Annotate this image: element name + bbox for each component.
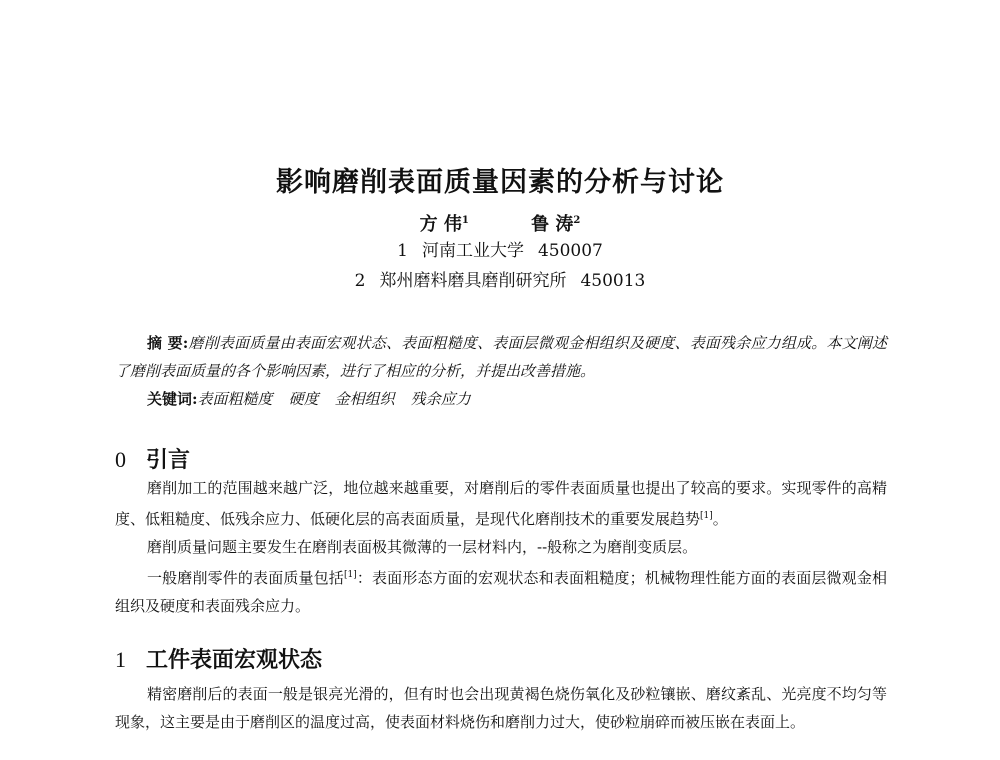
section-title: 工件表面宏观状态	[146, 648, 323, 673]
keyword: 硬度	[288, 390, 319, 408]
section-number: 1	[115, 647, 126, 672]
authors-line	[0, 208, 1000, 238]
keywords-label: 关键词:	[147, 390, 198, 408]
abstract-label: 摘 要:	[147, 334, 189, 352]
citation-ref: [1]	[700, 511, 713, 521]
affiliation-1	[0, 238, 1000, 264]
body-paragraph	[115, 533, 887, 561]
section-heading-0	[115, 445, 190, 476]
paragraph-text: 磨削加工的范围越来越广泛，地位越来越重要，对磨削后的零件表面质量也提出了较高的要求。实现零件的高精度、低粗糙度、低残余应力、低硬化层的高表面质量，是现代化磨削技术的重要发展趋势	[115, 479, 887, 528]
section-heading-1	[115, 645, 322, 676]
paragraph-tail: 。	[712, 510, 728, 528]
section-1-body	[115, 680, 887, 736]
keyword: 金相组织	[334, 390, 395, 408]
section-number: 0	[115, 447, 126, 472]
paragraph-text: 一般磨削零件的表面质量包括	[147, 569, 344, 587]
author-1	[420, 208, 469, 238]
affiliation-zip: 450007	[537, 241, 603, 261]
keyword: 表面粗糙度	[197, 390, 273, 408]
author-affiliation-mark: 2	[573, 215, 581, 226]
author-2	[531, 208, 580, 238]
section-title: 引言	[146, 448, 191, 473]
affiliation-number: 1	[397, 241, 408, 261]
affiliation-name: 河南工业大学	[421, 241, 524, 261]
keywords	[147, 385, 887, 413]
author-affiliation-mark: 1	[461, 215, 469, 226]
paragraph-tail: ：表面形态方面的宏观状态和表面粗糙度；机械物理性能方面的表面层微观金相组织及硬度和表面残余应力。	[115, 569, 887, 615]
affiliation-number: 2	[354, 271, 366, 291]
section-0-body	[115, 474, 887, 620]
paper-title: 影响磨削表面质量因素的分析与讨论	[276, 167, 724, 198]
body-paragraph	[115, 474, 887, 533]
body-paragraph	[115, 561, 887, 620]
paragraph-text: 磨削质量问题主要发生在磨削表面极其微薄的一层材料内，--般称之为磨削变质层。	[147, 538, 698, 556]
affiliation-name: 郑州磨料磨具磨削研究所	[379, 271, 567, 291]
citation-ref: [1]	[343, 570, 357, 580]
body-paragraph	[115, 680, 887, 736]
abstract-paragraph	[115, 329, 887, 385]
abstract-text: 磨削表面质量由表面宏观状态、表面粗糙度、表面层微观金相组织及硬度、表面残余应力组成。本文阐述了磨削表面质量的各个影响因素，进行了相应的分析，并提出改善措施。	[115, 334, 887, 380]
paragraph-text: 精密磨削后的表面一般是银亮光滑的，但有时也会出现黄褐色烧伤氧化及砂粒镶嵌、磨纹紊乱、光亮度不均匀等现象，这主要是由于磨削区的温度过高，使表面材料烧伤和磨削力过大，使砂粒崩碎而被压嵌在表面上。	[115, 685, 887, 731]
keyword: 残余应力	[410, 390, 471, 408]
author-name: 鲁 涛	[531, 214, 574, 235]
affiliation-zip: 450013	[580, 271, 646, 291]
abstract	[115, 329, 887, 385]
author-name: 方 伟	[419, 214, 462, 235]
affiliation-2	[0, 268, 1000, 294]
